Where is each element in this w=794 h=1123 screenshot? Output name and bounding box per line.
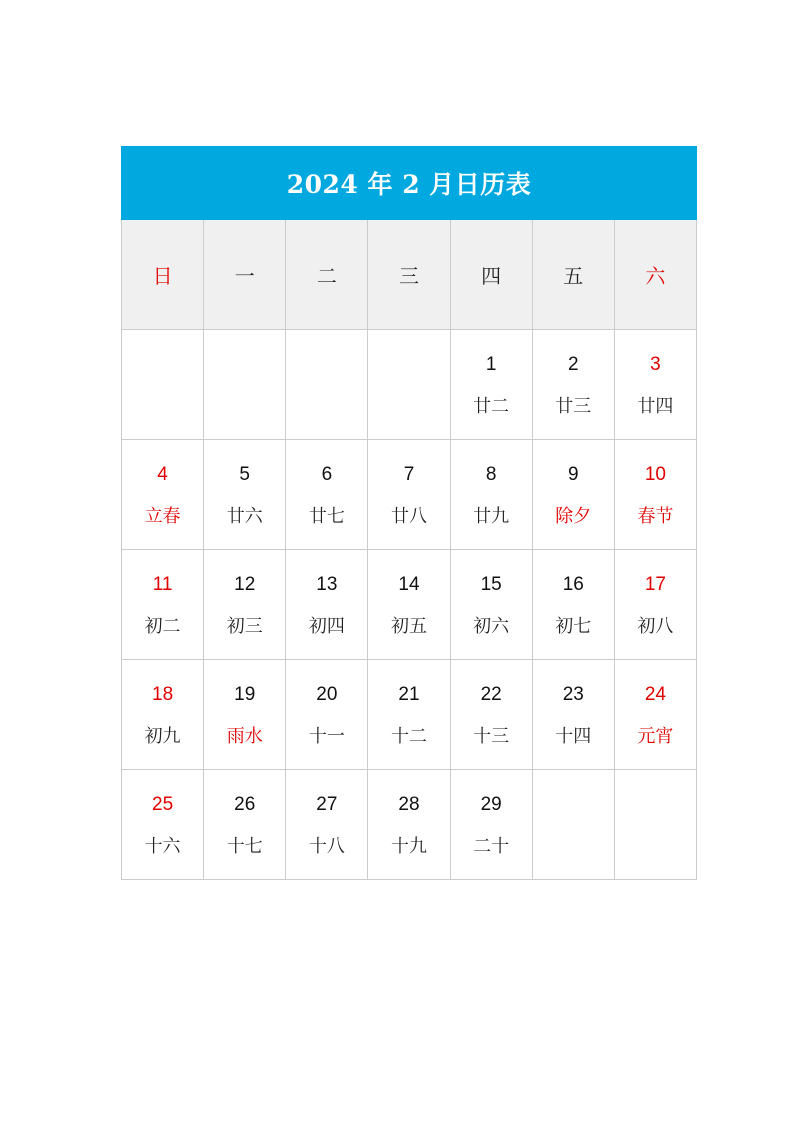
day-number: 23 [562,683,584,705]
empty-day-cell [532,770,614,880]
day-cell [532,440,614,550]
day-number: 14 [398,573,420,595]
weekday-header-row [122,220,697,330]
calendar-title-cell [122,147,697,220]
lunar-date: 十三 [473,725,510,747]
day-number: 19 [234,683,256,705]
day-cell [614,660,696,770]
empty-day-cell [286,330,368,440]
week-row [122,770,697,880]
day-number: 21 [398,683,420,705]
lunar-date: 初九 [144,725,181,747]
day-cell [450,440,532,550]
day-cell [286,550,368,660]
lunar-date: 初五 [390,615,427,637]
lunar-date: 初四 [308,615,345,637]
day-cell [450,330,532,440]
lunar-date: 元宵 [637,725,674,747]
day-number: 1 [485,353,497,375]
day-number: 20 [316,683,338,705]
lunar-date: 初八 [637,615,674,637]
day-number: 10 [644,463,666,485]
day-cell [122,440,204,550]
calendar-title: 2024 年 2 月日历表 [286,170,532,199]
day-cell [450,770,532,880]
weekday-header: 四 [450,220,532,330]
day-number: 18 [152,683,174,705]
day-number: 28 [398,793,420,815]
calendar-table [121,146,697,880]
day-cell [368,550,450,660]
day-number: 24 [644,683,666,705]
day-number: 17 [644,573,666,595]
lunar-date: 春节 [637,505,674,527]
lunar-date: 十九 [390,835,427,857]
day-cell [532,660,614,770]
day-number: 13 [316,573,338,595]
day-cell [368,440,450,550]
day-number: 22 [480,683,502,705]
day-number: 16 [562,573,584,595]
weekday-header: 五 [532,220,614,330]
lunar-date: 二十 [473,835,510,857]
lunar-date: 十二 [390,725,427,747]
day-cell [614,440,696,550]
lunar-date: 十七 [226,835,263,857]
day-cell [122,550,204,660]
lunar-date: 初三 [226,615,263,637]
lunar-date: 十八 [308,835,345,857]
lunar-date: 廿六 [226,505,263,527]
day-cell [122,770,204,880]
day-cell [368,660,450,770]
lunar-date: 十四 [555,725,592,747]
lunar-date: 雨水 [226,725,263,747]
day-number: 3 [650,353,661,375]
day-cell [204,550,286,660]
day-cell [286,770,368,880]
day-number: 11 [152,573,173,595]
day-cell [450,550,532,660]
day-number: 5 [239,463,250,485]
lunar-date: 立春 [144,505,181,527]
day-cell [204,770,286,880]
lunar-date: 初七 [555,615,592,637]
day-cell [204,660,286,770]
empty-day-cell [204,330,286,440]
day-number: 27 [316,793,338,815]
lunar-date: 廿三 [555,395,592,417]
lunar-date: 初二 [144,615,181,637]
lunar-date: 廿二 [473,395,510,417]
week-row [122,440,697,550]
weekday-header: 二 [286,220,368,330]
day-number: 8 [485,463,497,485]
lunar-date: 廿七 [308,505,345,527]
week-row [122,550,697,660]
weekday-header: 六 [614,220,696,330]
weekday-header: 日 [122,220,204,330]
day-cell [122,660,204,770]
day-number: 4 [157,463,168,485]
weekday-header: 一 [204,220,286,330]
day-cell [204,440,286,550]
lunar-date: 十一 [308,725,345,747]
day-number: 7 [403,463,415,485]
day-cell [532,330,614,440]
empty-day-cell [368,330,450,440]
lunar-date: 十六 [144,835,181,857]
day-number: 25 [152,793,174,815]
day-number: 29 [480,793,502,815]
calendar-body [122,330,697,880]
day-cell [532,550,614,660]
week-row [122,330,697,440]
lunar-date: 初六 [473,615,510,637]
day-number: 9 [567,463,579,485]
day-number: 26 [234,793,256,815]
day-cell [614,330,696,440]
day-number: 15 [480,573,502,595]
lunar-date: 廿九 [473,505,510,527]
lunar-date: 除夕 [555,505,592,527]
day-number: 6 [321,463,333,485]
day-number: 2 [567,353,579,375]
empty-day-cell [614,770,696,880]
empty-day-cell [122,330,204,440]
day-cell [614,550,696,660]
day-number: 12 [234,573,256,595]
lunar-date: 廿八 [390,505,427,527]
day-cell [450,660,532,770]
calendar-title-row [122,147,697,220]
day-cell [286,660,368,770]
lunar-date: 廿四 [637,395,674,417]
day-cell [368,770,450,880]
week-row [122,660,697,770]
day-cell [286,440,368,550]
weekday-header: 三 [368,220,450,330]
